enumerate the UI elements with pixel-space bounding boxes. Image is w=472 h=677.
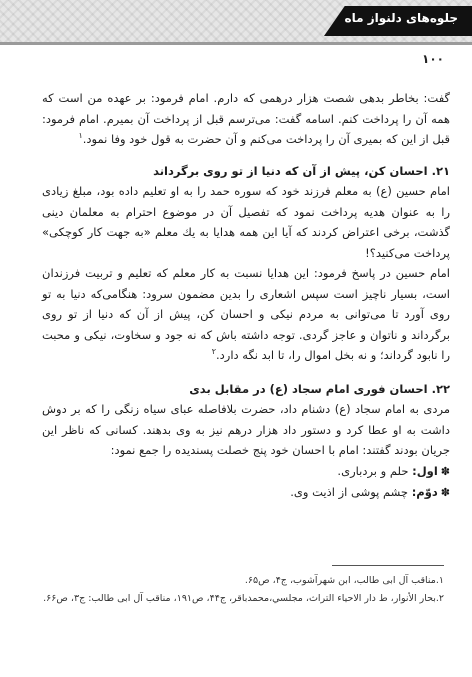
section-21-paragraph-2-text: امام حسین در پاسخ فرمود: این هدایا نسبت به کار معلم که تعلیم و تربیت فرزندان است، بسیار ناچیز است سپس اشعاری را بدین مضمون سرود: هنگامی‌که دنیا به تو روی آورد تا می‌توانی به مردم نیکی و احسان کن، پیش از آن که دنیا از تو روی برگرداند و ناتوان و عاجز گردی. توجه داشته باش که نه جود و سخاوت، نیکی و محبت را نابود گرداند؛ و نه بخل اموال را، تا ابد نگه دارد.	[42, 266, 450, 362]
continuation-text: گفت: بخاطر بدهی شصت هزار درهمی که دارم. امام فرمود: بر عهده من است که همه آن را پرداخت کنم. اسامه گفت: می‌ترسم قبل از پرداخت آن بمیرم. امام فرمود: قبل از این که بمیری آن را پرداخت می‌کنم و آن حضرت به قول خود وفا نمود.	[42, 91, 450, 146]
section-22-heading: ۲۲. احسان فوری امام سجاد (ع) در مقابل بدی	[189, 381, 450, 396]
footnote-2: ۲.بحار الأنوار، ط دار الاحياء التراث، مجلسي،محمدباقر، ج۴۴، ص۱۹۱، مناقب آل ابی طالب: ج۳، ص۶۶.	[43, 593, 444, 604]
section-21-paragraph-1: امام حسین (ع) به معلم فرزند خود که سوره حمد را به او تعلیم داده بود، مبلغ زیادی را به عنوان هدیه پرداخت نمود که تفصیل آن در موضوع احترام به معلمان دینی گذشت، برخی اعتراض کردند که آیا این همه هدایا به یك معلم «به جهت کار کوچکی» پرداخت می‌کنید؟!	[42, 184, 450, 260]
footnote-ref-2: ۲	[211, 347, 216, 357]
bullet-text: حلم و بردباری.	[337, 463, 409, 478]
footnote-1: ۱.مناقب آل ابی طالب، ابن شهرآشوب، ج۴، ص۶۵.	[244, 575, 444, 586]
footnote-ref-1: ۱	[78, 131, 83, 141]
flower-bullet-icon: ✽	[440, 464, 450, 478]
footnotes	[24, 572, 444, 608]
section-21-heading: ۲۱. احسان کن، پیش از آن که دنیا از تو روی برگرداند	[153, 163, 450, 178]
page-header	[0, 0, 472, 42]
page-body	[42, 88, 450, 504]
bullet-label: اول:	[412, 463, 438, 478]
bullet-item	[42, 482, 450, 504]
bullet-label: دوّم:	[411, 485, 438, 499]
header-divider	[0, 42, 472, 45]
continuation-paragraph	[42, 88, 450, 150]
bullet-item	[42, 461, 450, 483]
flower-bullet-icon: ✽	[440, 486, 450, 499]
section-22-paragraph-1: مردی به امام سجاد (ع) دشنام داد، حضرت بلافاصله عبای سیاه زنگی را که بر دوش داشت به او عطا کرد و دستور داد هزار درهم نیز به وی بدهند. کسانی که ناظر این جریان بودند گفتند: امام با احسان خود پنج خصلت پسندیده را جمع نمود:	[42, 402, 450, 457]
bullet-text: چشم پوشی از اذیت وی.	[290, 485, 409, 499]
footnote-separator	[332, 565, 444, 566]
page-number: ۱۰۰	[422, 52, 444, 66]
section-21-paragraph-2	[42, 263, 450, 366]
running-title: جلوه‌های دلنواز ماه	[344, 11, 458, 25]
